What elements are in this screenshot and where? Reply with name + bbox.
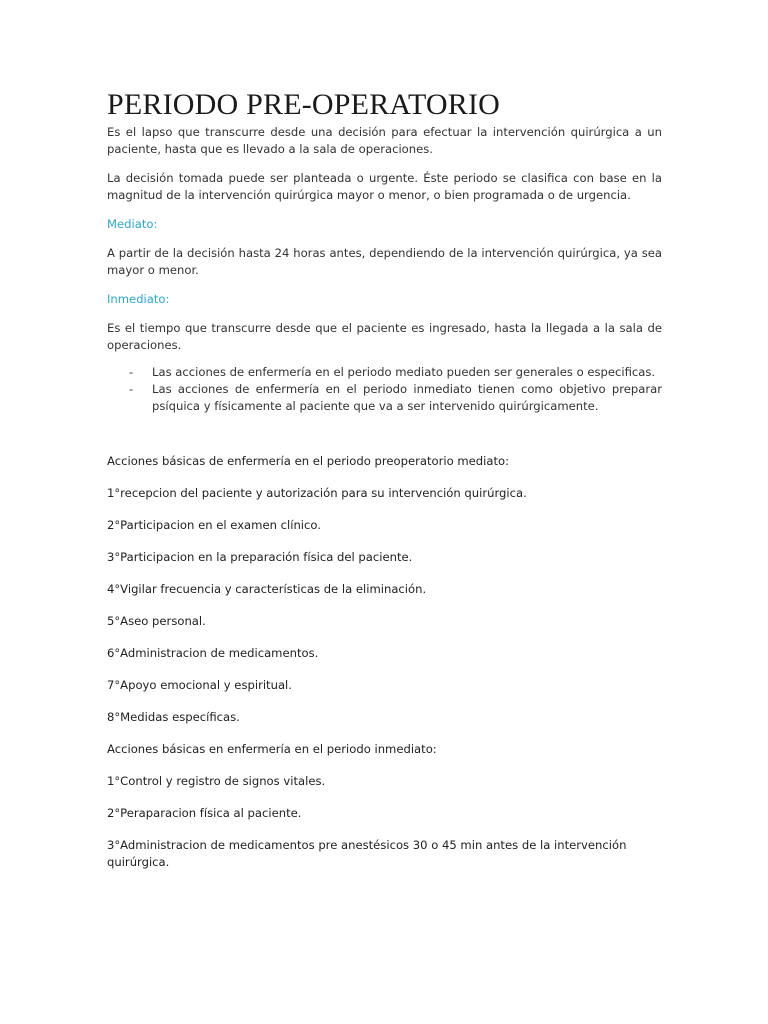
bullet-dash: - — [129, 365, 134, 379]
bullet-text: Las acciones de enfermería en el periodo mediato pueden ser generales o especificas. — [152, 365, 656, 379]
inmediato-actions-heading: Acciones básicas en enfermería en el periodo inmediato: — [107, 742, 437, 756]
mediato-action-item: 8°Medidas específicas. — [107, 710, 240, 724]
intro-paragraph-2: La decisión tomada puede ser planteada o urgente. Éste periodo se clasifica con base en la magnitud de la intervención quirúrgica mayor o menor, o bien programada o de urgencia. — [107, 171, 662, 202]
mediato-action-item: 6°Administracion de medicamentos. — [107, 646, 319, 660]
mediato-action-item: 5°Aseo personal. — [107, 614, 206, 628]
bullet-item — [107, 364, 662, 381]
mediato-paragraph: A partir de la decisión hasta 24 horas antes, dependiendo de la intervención quirúrgica, ya sea mayor o menor. — [107, 246, 662, 277]
page-title: PERIODO PRE-OPERATORIO — [107, 88, 501, 121]
mediato-heading: Mediato: — [107, 217, 158, 231]
inmediato-heading: Inmediato: — [107, 292, 170, 306]
inmediato-paragraph: Es el tiempo que transcurre desde que el paciente es ingresado, hasta la llegada a la sala de operaciones. — [107, 321, 662, 352]
bullet-text: Las acciones de enfermería en el periodo inmediato tienen como objetivo preparar psíquica y físicamente al paciente que va a ser intervenido quirúrgicamente. — [152, 382, 662, 413]
inmediato-action-item: 1°Control y registro de signos vitales. — [107, 774, 326, 788]
intro-paragraph-1: Es el lapso que transcurre desde una decisión para efectuar la intervención quirúrgica a un paciente, hasta que es llevado a la sala de operaciones. — [107, 125, 662, 156]
mediato-actions-heading: Acciones básicas de enfermería en el periodo preoperatorio mediato: — [107, 454, 510, 468]
inmediato-action-item: 2°Peraparacion física al paciente. — [107, 806, 302, 820]
mediato-action-item: 1°recepcion del paciente y autorización para su intervención quirúrgica. — [107, 486, 527, 500]
mediato-action-item: 7°Apoyo emocional y espiritual. — [107, 678, 292, 692]
document-page — [107, 86, 662, 871]
mediato-action-item: 3°Participacion en la preparación física del paciente. — [107, 550, 413, 564]
bullet-item — [107, 381, 662, 415]
inmediato-action-item: 3°Administracion de medicamentos pre anestésicos 30 o 45 min antes de la intervención quirúrgica. — [107, 838, 627, 869]
bullet-list — [107, 364, 662, 415]
bullet-dash: - — [129, 382, 134, 396]
mediato-action-item: 2°Participacion en el examen clínico. — [107, 518, 321, 532]
mediato-action-item: 4°Vigilar frecuencia y características de la eliminación. — [107, 582, 427, 596]
